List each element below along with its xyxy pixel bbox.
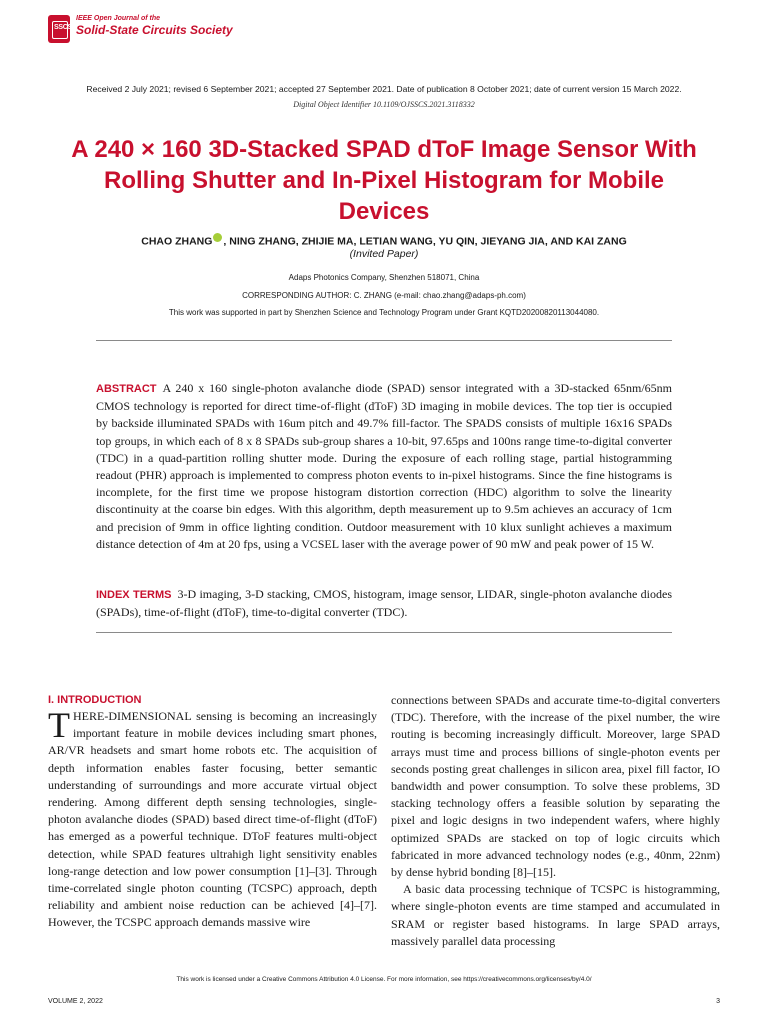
author-list	[0, 231, 768, 248]
paper-title: A 240 × 160 3D-Stacked SPAD dToF Image Sensor With Rolling Shutter and In-Pixel Histogram for Mobile Devices	[71, 136, 697, 225]
page-number: 3	[716, 998, 720, 1005]
first-author: CHAO ZHANG	[141, 235, 213, 248]
other-authors: , NING ZHANG, ZHIJIE MA, LETIAN WANG, YU QIN, JIEYANG JIA, AND KAI ZANG	[223, 235, 627, 248]
section-heading-introduction: I. INTRODUCTION	[48, 694, 142, 706]
journal-name-line1: IEEE Open Journal of the	[76, 15, 161, 22]
right-column	[391, 692, 720, 950]
abstract-label: ABSTRACT	[96, 383, 157, 395]
index-terms-text: 3-D imaging, 3-D stacking, CMOS, histogram, image sensor, LIDAR, single-photon avalanche diodes (SPADs), time-of-flight (dToF), time-to-digital converter (TDC).	[96, 587, 672, 620]
left-column	[48, 692, 377, 932]
abstract-text: A 240 x 160 single-photon avalanche diode (SPAD) sensor integrated with a 3D-stacked 65nm/65nm CMOS technology is reported for direct time-of-flight (dToF) 3D imaging in mobile devices. The top tier is occupied by backside illuminated SPADs with 16um pitch and 49.7% fill-factor. The SPADS consists of multiple 16x16 SPADs top groups, in which each of 8 x 8 SPADs sub-group shares a 10-bit, 97.65ps and 100ns range time-to-digital converter (TDC) in a quad-partition rolling shutter mode. During the exposure of each rolling stage, partial histogramming readout (PHR) approach is implemented to compress photon events to in-pixel histograms. Since the fine histograms is incomplete, for the first time we propose histogram distortion correction (HDC) algorithm to solve the linearity discontinuity at the coarse bin edges. With this algorithm, depth measurement up to 9.5m achieves an accuracy of 1cm and precision of 9mm in office lighting condition. Outdoor measurement with 10 klux sunlight achieves a maximum distance detection of 4m at 20 fps, using a VCSEL laser with the average power of 90 mW and peak power of 15 W.	[96, 381, 672, 551]
intro-paragraph-1-continued: connections between SPADs and accurate time-to-digital converters (TDC). Therefore, with the increase of the pixel number, the wire routing is becoming increasingly difficult. Moreover, large SPAD arrays must time and process billions of single-photon events per seconds posting great challenges in silicon area, pixel fill factor, IO bandwidth and power consumption. To solve these problems, 3D stacking technology offers a feasible solution by separating the pixel and logic designs in two independent wafers, where highly optimized SPADs are stacked on top of logic circuits which fabricated in more advanced technology nodes (e.g., 40nm, 22nm) by dense hybrid bonding [8]–[15].	[391, 693, 720, 880]
invited-paper-note: (Invited Paper)	[349, 248, 419, 260]
journal-logo	[48, 14, 233, 43]
abstract-bottom-rule	[96, 632, 672, 633]
abstract	[96, 380, 672, 553]
intro-paragraph-1-text: HERE-DIMENSIONAL sensing is becoming an increasingly important feature in mobile devices including smart phones, AR/VR headsets and smart home robots etc. The acquisition of depth information enables faster focusing, better semantic understanding of surroundings and more accurate virtual object rendering. Among different depth sensing technologies, single-photon avalanche diodes (SPAD) based direct time-of-flight (dToF) has emerged as a powerful technique. DToF features multi-object detection, while SPAD features ultrahigh light sensitivity enables long-range detection and low power consumption [1]–[3]. Through time-correlated single photon counting (TCSPC) approach, depth reliability and ambient noise reduction can be achieved [4]–[7]. However, the TCSPC approach demands massive wire	[48, 709, 377, 930]
volume-label: VOLUME 2, 2022	[48, 998, 103, 1005]
corresponding-author: CORRESPONDING AUTHOR: C. ZHANG (e-mail: chao.zhang@adaps-ph.com)	[242, 291, 526, 300]
doi: Digital Object Identifier 10.1109/OJSSCS.2021.3118332	[293, 100, 475, 109]
intro-paragraph-2: A basic data processing technique of TCSPC is histogramming, where single-photon events are time stamped and accumulated in SRAM or register based histograms. In large SPAD arrays, massively parallel data processing	[391, 882, 720, 948]
received-dates: Received 2 July 2021; revised 6 September 2021; accepted 27 September 2021. Date of publication 8 October 2021; date of current version 15 March 2022.	[86, 84, 682, 94]
abstract-top-rule	[96, 340, 672, 341]
sscs-logo-icon: SSCS	[48, 15, 70, 43]
journal-name	[76, 14, 233, 37]
license-note: This work is licensed under a Creative Commons Attribution 4.0 License. For more information, see https://creativecommons.org/licenses/by/4.0/	[176, 976, 592, 983]
affiliation: Adaps Photonics Company, Shenzhen 518071, China	[288, 273, 480, 282]
orcid-icon[interactable]	[213, 233, 222, 242]
funding-note: This work was supported in part by Shenzhen Science and Technology Program under Grant KQTD20200820113044080.	[168, 308, 600, 317]
journal-name-line2: Solid-State Circuits Society	[76, 23, 233, 37]
index-terms-label: INDEX TERMS	[96, 589, 172, 601]
index-terms	[96, 586, 672, 621]
drop-cap: T	[48, 705, 70, 745]
intro-paragraph-1	[48, 705, 377, 932]
